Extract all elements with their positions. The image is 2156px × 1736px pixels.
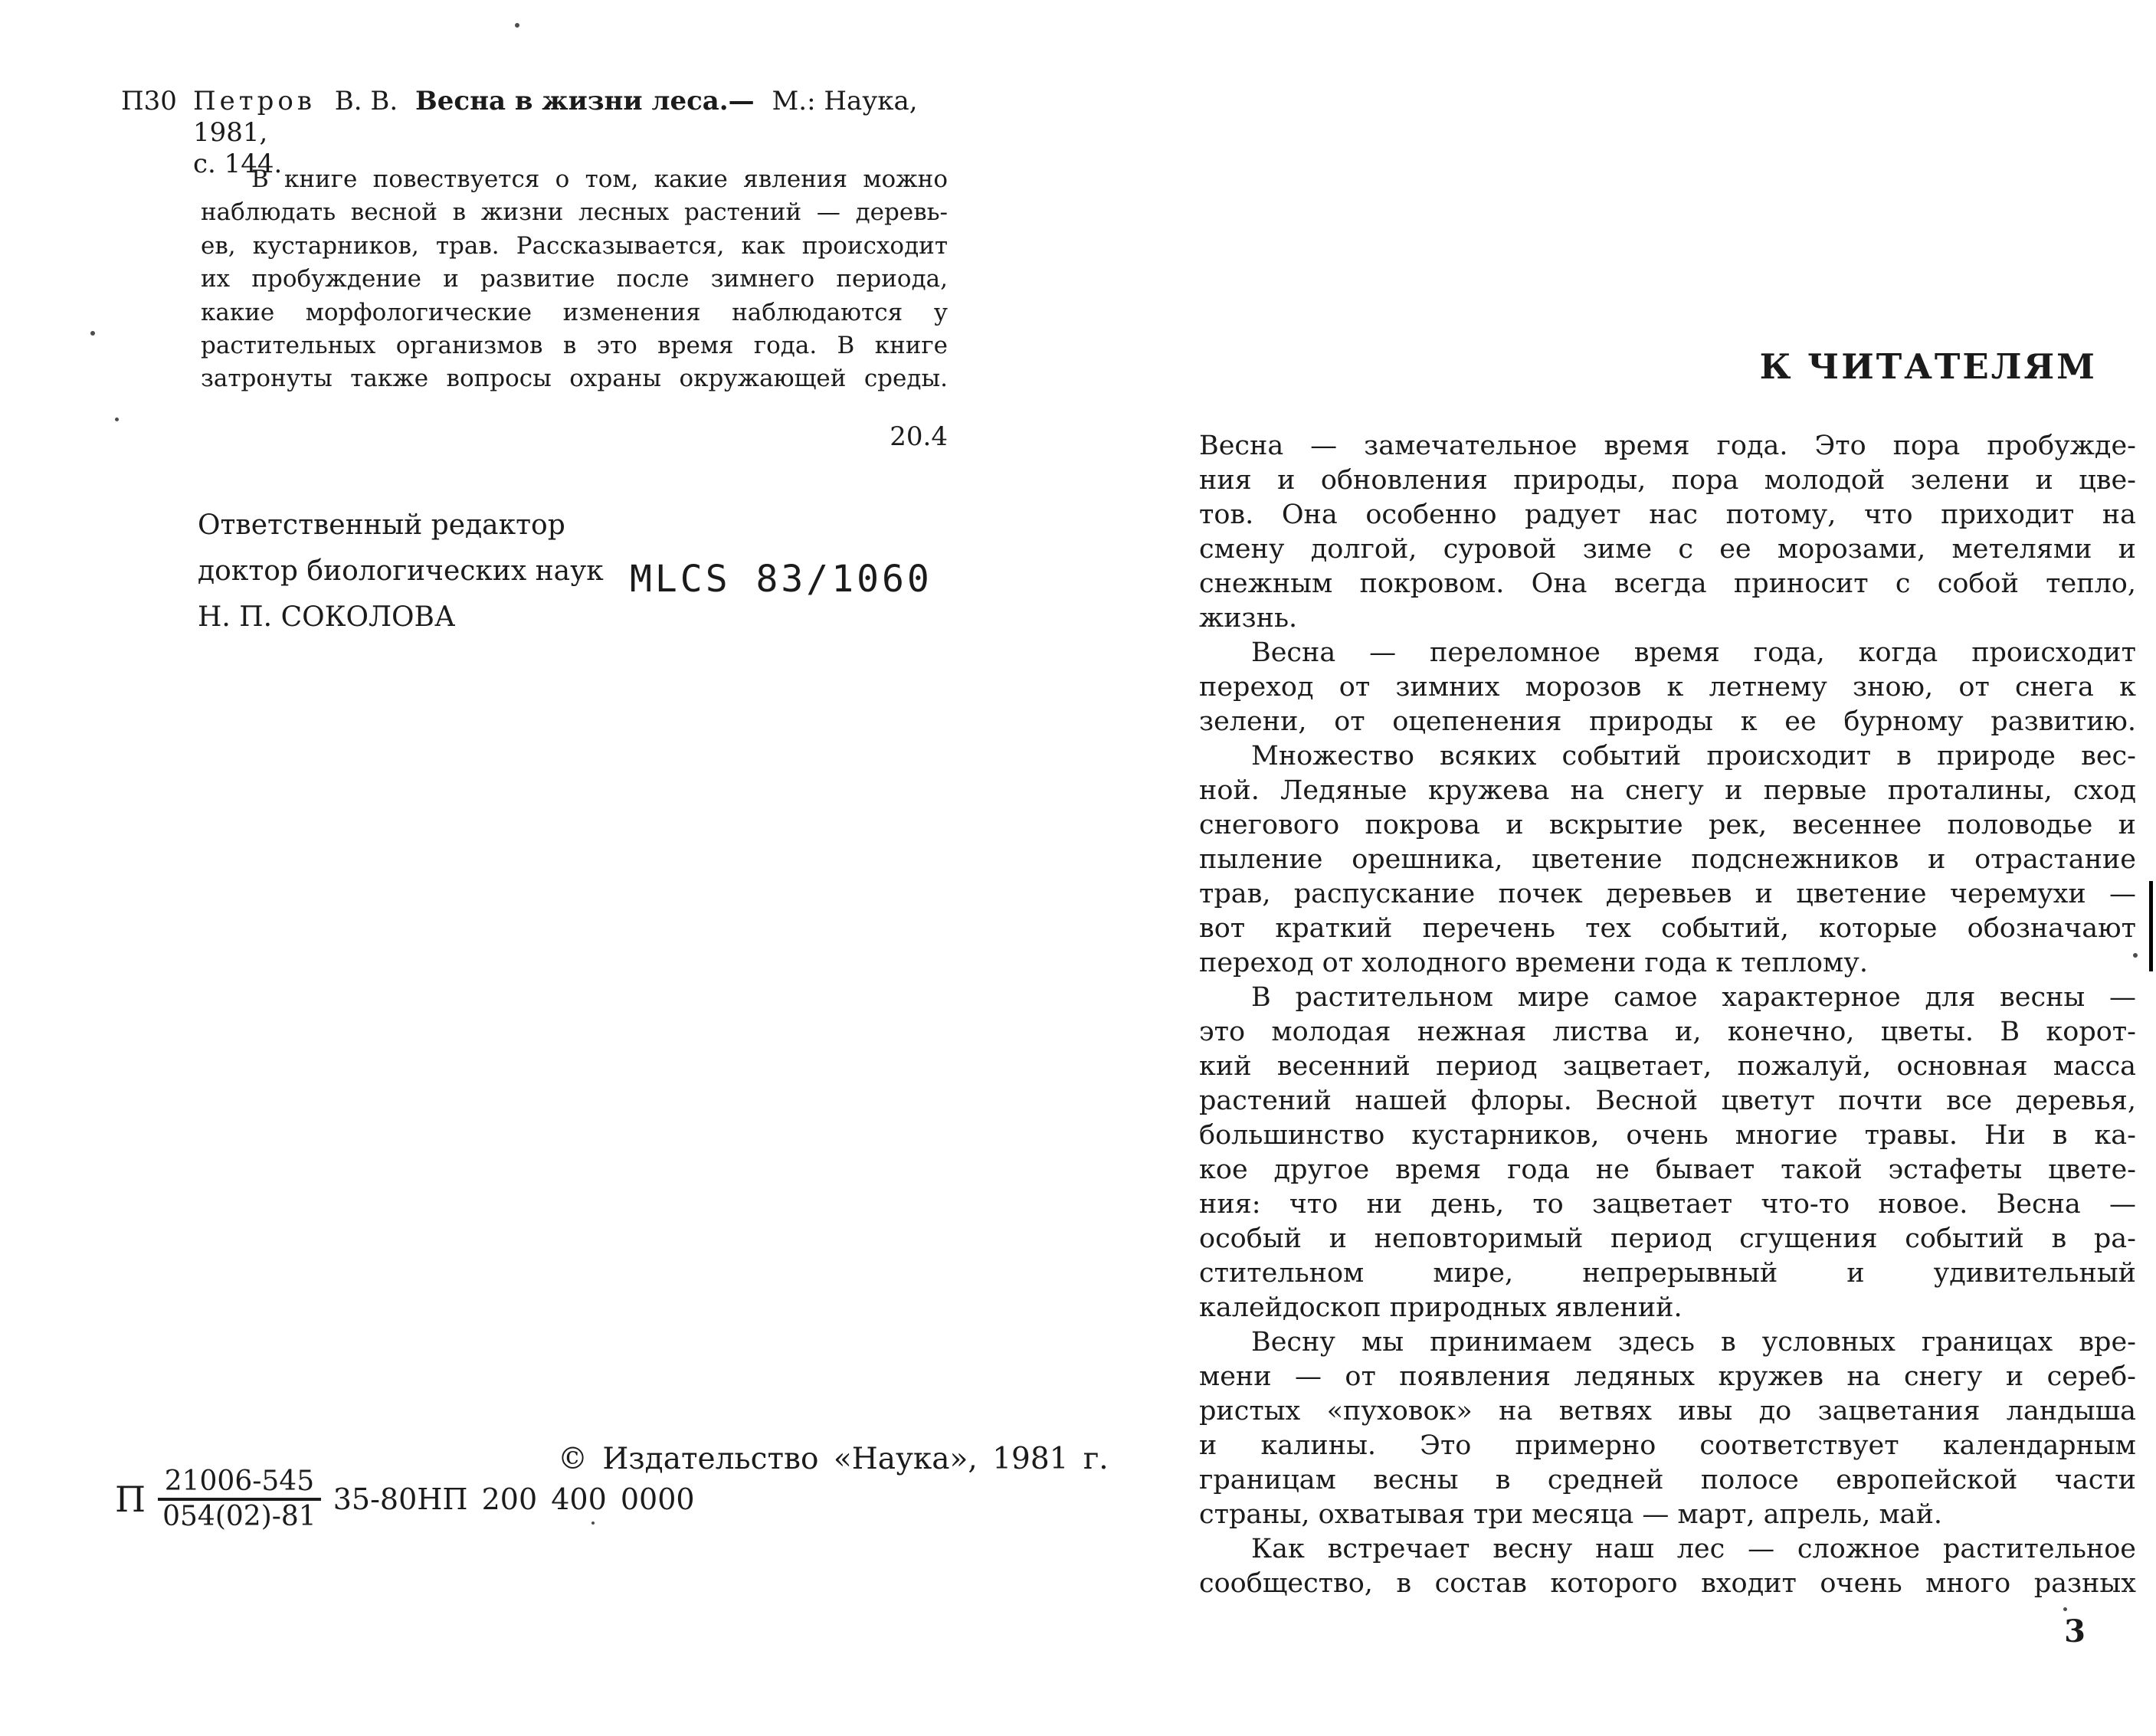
- catalog-code: П30: [121, 86, 177, 116]
- text-line: переход от зимних морозов к летнему зною, от снега к: [1199, 672, 2136, 703]
- text-line: сообщество, в состав которого входит очень много разных: [1199, 1568, 2136, 1599]
- print-code-prefix: П: [115, 1479, 146, 1520]
- text-line: пыление орешника, цветение подснежников и отрастание: [1199, 844, 2136, 875]
- text-line: особый и неповторимый период сгущения событий в ра-: [1199, 1223, 2136, 1254]
- text-line: Множество всяких событий происходит в природе вес-: [1251, 741, 2136, 771]
- text-line: снежным покровом. Она всегда приносит с собой тепло,: [1199, 568, 2136, 599]
- paragraph: [1199, 1532, 2136, 1601]
- text-line: их пробуждение и развитие после зимнего периода,: [201, 265, 948, 293]
- text-line: доктор биологических наук: [198, 555, 604, 587]
- text-line: Весну мы принимаем здесь в условных границах вре-: [1251, 1327, 2136, 1358]
- imprint-info: М.: Наука, 1981,: [193, 86, 918, 148]
- text-line: жизнь.: [1199, 603, 1298, 634]
- paragraph: [1199, 739, 2136, 981]
- text-line: ной. Ледяные кружева на снегу и первые проталины, сход: [1199, 775, 2136, 806]
- text-line: какие морфологические изменения наблюдаются у: [201, 298, 948, 326]
- text-line: переход от холодного времени года к теплому.: [1199, 948, 1868, 978]
- print-code-numerator: 21006-545: [164, 1466, 315, 1497]
- text-line: тов. Она особенно радует нас потому, что приходит на: [1199, 500, 2136, 530]
- paragraph: [1199, 1325, 2136, 1532]
- pages-count-line: с. 144.: [193, 149, 283, 179]
- print-code-denominator: 054(02)-81: [162, 1501, 316, 1532]
- scan-edge-artifact: [2149, 881, 2153, 971]
- text-line: стительном мире, непрерывный и удивительный: [1199, 1258, 2136, 1289]
- text-line: зелени, от оцепенения природы к ее бурному развитию.: [1199, 706, 2136, 737]
- text-line: большинство кустарников, очень многие травы. Ни в ка-: [1199, 1120, 2136, 1151]
- text-line: Ответственный редактор: [198, 509, 565, 541]
- print-code-block: [115, 1466, 695, 1533]
- print-code-suffix: 35-80НП 200 400 0000: [333, 1482, 695, 1516]
- body-text-column: [1199, 429, 2136, 1601]
- copyright-notice: © Издательство «Наука», 1981 г.: [558, 1442, 1109, 1476]
- scan-speck: [515, 23, 519, 28]
- text-line: кий весенний период зацветает, пожалуй, основная масса: [1199, 1051, 2136, 1082]
- text-line: Весна — переломное время года, когда происходит: [1251, 637, 2136, 668]
- scan-speck: [115, 418, 119, 421]
- text-line: мени — от появления ледяных кружев на снегу и сереб-: [1199, 1361, 2136, 1392]
- text-line: Весна — замечательное время года. Это пора пробужде-: [1199, 431, 2136, 461]
- scan-speck: [591, 1521, 595, 1525]
- paragraph: [1199, 636, 2136, 739]
- text-line: растений нашей флоры. Весной цветут почти все деревья,: [1199, 1086, 2136, 1116]
- text-line: страны, охватывая три месяца — март, апрель, май.: [1199, 1499, 1943, 1530]
- text-line: Как встречает весну наш лес — сложное растительное: [1251, 1534, 2136, 1564]
- library-stamp: MLCS 83/1060: [630, 558, 932, 601]
- scan-speck: [2133, 953, 2138, 958]
- text-line: границам весны в средней полосе европейской части: [1199, 1465, 2136, 1495]
- text-line: ристых «пуховок» на ветвях ивы до зацветания ландыша: [1199, 1396, 2136, 1426]
- text-line: снегового покрова и вскрытие рек, весеннее половодье и: [1199, 810, 2136, 840]
- text-line: ния и обновления природы, пора молодой зелени и цве-: [1199, 465, 2136, 496]
- editor-block: [198, 503, 604, 640]
- paragraph: [1199, 429, 2136, 636]
- print-code-fraction: [158, 1466, 321, 1533]
- text-line: вот краткий перечень тех событий, которые обозначают: [1199, 913, 2136, 944]
- author-initials: В. В.: [334, 86, 398, 116]
- annotation-block: [201, 163, 948, 396]
- text-line: трав, распускание почек деревьев и цветение черемухи —: [1199, 879, 2136, 909]
- bibliographic-line: [193, 86, 959, 149]
- text-line: затронуты также вопросы охраны окружающей среды.: [201, 365, 948, 393]
- text-line: смену долгой, суровой зиме с ее морозами, метелями и: [1199, 534, 2136, 565]
- text-line: Н. П. СОКОЛОВА: [198, 601, 456, 633]
- text-line: и калины. Это примерно соответствует календарным: [1199, 1430, 2136, 1461]
- text-line: калейдоскоп природных явлений.: [1199, 1292, 1683, 1323]
- text-line: кое другое время года не бывает такой эстафеты цвете-: [1199, 1155, 2136, 1185]
- paragraph: [1199, 981, 2136, 1325]
- text-line: растительных организмов в это время года. В книге: [201, 332, 948, 360]
- text-line: наблюдать весной в жизни лесных растений — деревь-: [201, 198, 948, 227]
- text-line: ния: что ни день, то зацветает что-то новое. Весна —: [1199, 1189, 2136, 1220]
- chapter-heading: К ЧИТАТЕЛЯМ: [1759, 346, 2097, 387]
- udc-number: 20.4: [890, 421, 948, 452]
- book-title: Весна в жизни леса.—: [415, 86, 755, 116]
- text-line: В книге повествуется о том, какие явления можно: [251, 165, 948, 193]
- page-number: 3: [2064, 1613, 2086, 1649]
- scan-speck: [90, 331, 95, 336]
- text-line: В растительном мире самое характерное для весны —: [1251, 982, 2136, 1013]
- text-line: это молодая нежная листва и, конечно, цветы. В корот-: [1199, 1017, 2136, 1047]
- author-name: Петров: [193, 86, 316, 116]
- scan-speck: [2063, 1607, 2067, 1611]
- text-line: ев, кустарников, трав. Рассказывается, как происходит: [201, 231, 948, 260]
